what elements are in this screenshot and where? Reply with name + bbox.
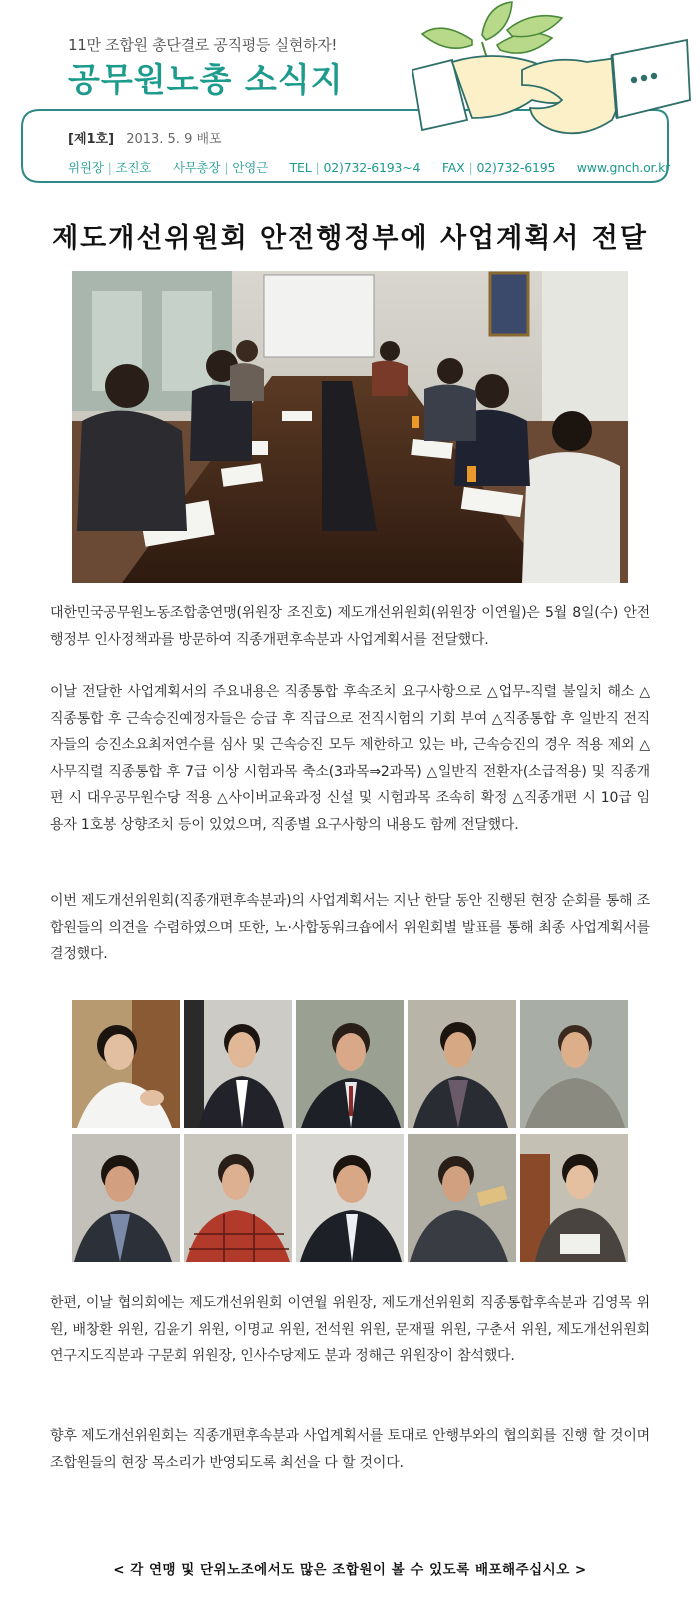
issue-number: [제1호]	[68, 132, 115, 147]
participant-portraits	[72, 1000, 628, 1264]
issue-date: 2013. 5. 9 배포	[126, 132, 222, 147]
masthead	[0, 0, 700, 200]
tel-value: 02)732-6193~4	[323, 160, 421, 175]
portrait	[408, 1000, 516, 1128]
portrait	[184, 1000, 292, 1128]
portrait	[520, 1134, 628, 1262]
secgen-role: 사무총장	[172, 160, 221, 175]
fax-label: FAX	[441, 160, 465, 175]
meeting-photo-illustration	[72, 271, 628, 583]
handshake-sprout-icon	[412, 0, 692, 160]
chair-role: 위원장	[68, 160, 104, 175]
portrait	[184, 1134, 292, 1262]
article-paragraph-2: 이날 전달한 사업계획서의 주요내용은 직종통합 후속조치 요구사항으로 △업무-직렬 불일치 해소 △직종통합 후 근속승진예정자들은 승급 후 직급으로 전직시험의 기회 부여 △직종통합 후 일반직 전직자들의 승진소요최저연수를 심사 및 근속승진 모두 제한하고 있는 바, 근속승진의 경우 적용 제외 △사무직렬 직종통합 후 7급 이상 시험과목 축소(3과목⇒2과목) △일반직 전환자(소급적용) 및 직종개편 시 대우공무원수당 적용 △사이버교육과정 신설 및 시험과목 조속히 확정 △직종개편 시 10급 임용자 1호봉 상향조치 등이 있었으며, 직종별 요구사항의 내용도 함께 전달했다.	[50, 684, 650, 833]
website-link[interactable]: www.gnch.or.kr	[576, 160, 671, 175]
portrait	[72, 1000, 180, 1128]
secgen-name: 안영근	[232, 160, 269, 175]
meeting-photo	[72, 271, 628, 583]
masthead-title: 공무원노총 소식지	[68, 60, 344, 99]
portrait	[296, 1134, 404, 1262]
portrait	[520, 1000, 628, 1128]
article-paragraph-5: 향후 제도개선위원회는 직종개편후속분과 사업계획서를 토대로 안행부와의 협의회를 진행 할 것이며 조합원들의 현장 목소리가 반영되도록 최선을 다 할 것이다.	[50, 1428, 650, 1471]
masthead-slogan: 11만 조합원 총단결로 공직평등 실현하자!	[68, 36, 338, 54]
article-paragraph-4: 한편, 이날 협의회에는 제도개선위원회 이연월 위원장, 제도개선위원회 직종통합후속분과 김영목 위원, 배창환 위원, 김윤기 위원, 이명교 위원, 전석원 위원, 문재필 위원, 구춘서 위원, 제도개선위원회 연구지도직분과 구문회 위원장, 인사수당제도 분과 정해근 위원장이 참석했다.	[50, 1295, 650, 1364]
portrait	[408, 1134, 516, 1262]
issue-info	[68, 128, 222, 147]
chair-name: 조진호	[115, 160, 152, 175]
tel-label: TEL	[289, 160, 312, 175]
portrait	[296, 1000, 404, 1128]
contact-info: 위원장 | 조진호 사무총장 | 안영근 TEL | 02)732-6193~4 FAX | 02)732-6195 www.gnch.or.kr	[68, 160, 671, 175]
article-paragraph-1: 대한민국공무원노동조합총연맹(위원장 조진호) 제도개선위원회(위원장 이연월)은 5월 8일(수) 안전행정부 인사정책과를 방문하여 직종개편후속분과 사업계획서를 전달했다.	[50, 605, 650, 648]
article-headline: 제도개선위원회 안전행정부에 사업계획서 전달	[52, 223, 648, 254]
article-paragraph-3: 이번 제도개선위원회(직종개편후속분과)의 사업계획서는 지난 한달 동안 진행된 현장 순회를 통해 조합원들의 의견을 수렴하였으며 또한, 노·사합동워크숍에서 위원회별 발표를 통해 최종 사업계획서를 결정했다.	[50, 893, 650, 962]
fax-value: 02)732-6195	[476, 160, 556, 175]
distribution-note: < 각 연맹 및 단위노조에서도 많은 조합원이 볼 수 있도록 배포해주십시오 >	[113, 1562, 587, 1578]
portrait	[72, 1134, 180, 1262]
